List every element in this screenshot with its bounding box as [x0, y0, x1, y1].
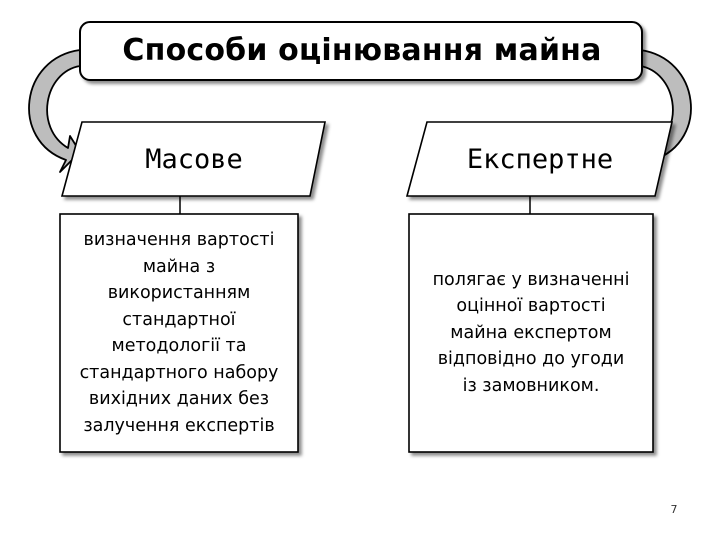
page-number: 7 — [670, 503, 678, 516]
diagram-title: Способи оцінювання майна — [122, 32, 602, 68]
method-label-expert: Експертне — [466, 143, 614, 175]
method-description-mass: визначення вартості майна з використанням стандартної методології та стандартного набору вихідних даних без залучення експертів — [79, 230, 279, 436]
method-description-expert: полягає у визначенні оцінної вартості майна експертом відповідно до угоди із замовником. — [432, 269, 630, 396]
method-label-mass: Масове — [145, 143, 243, 175]
